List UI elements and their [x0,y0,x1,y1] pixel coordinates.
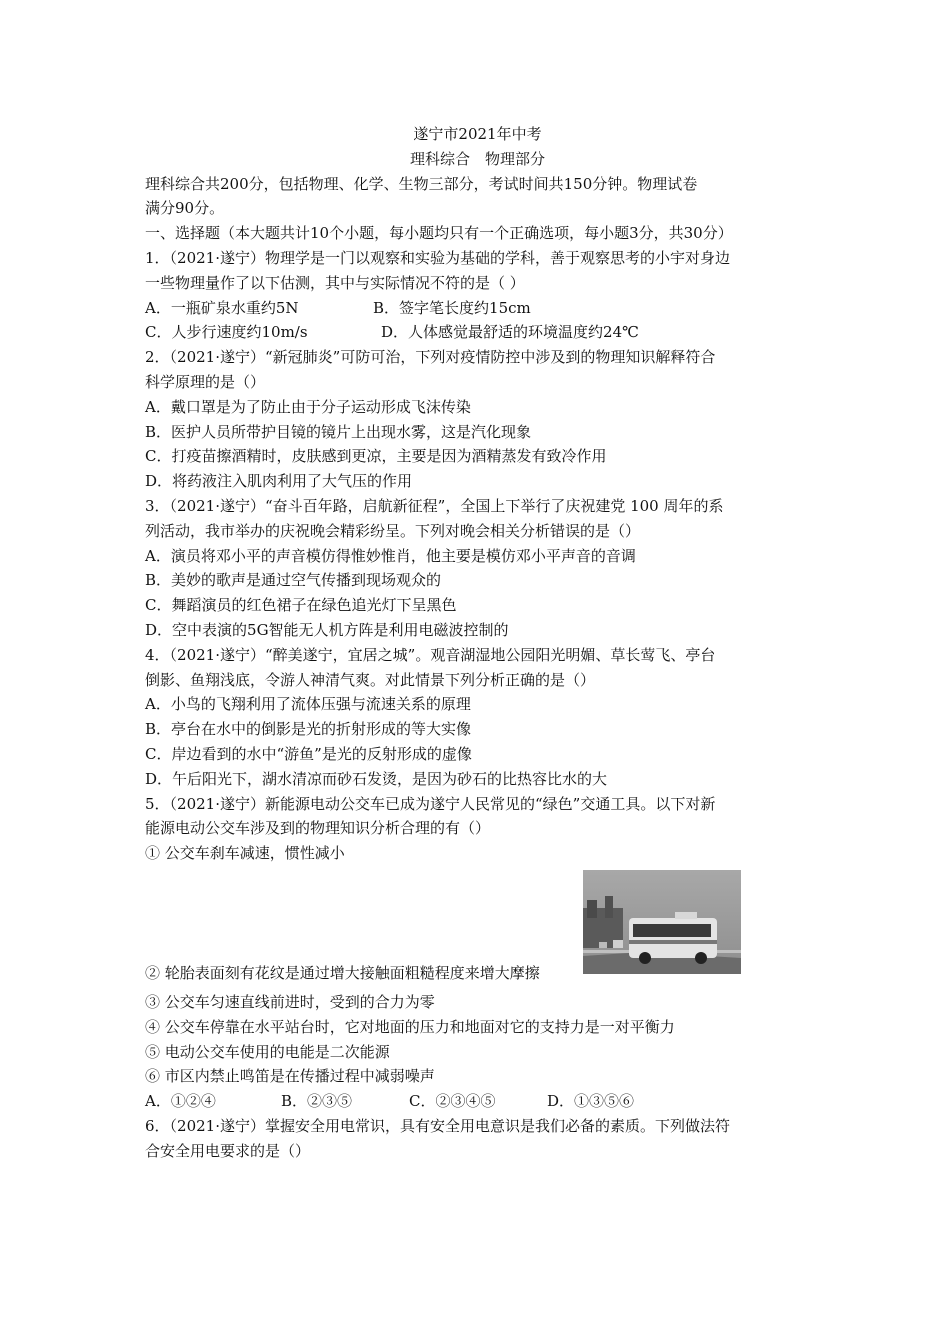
question-5-item-5: ⑤ 电动公交车使用的电能是二次能源 [145,1042,390,1061]
exam-subtitle: 理科综合 物理部分 [409,149,545,168]
question-2-option-d: D．将药液注入肌肉利用了大气压的作用 [145,472,413,491]
question-2-stem: 2．（2021·遂宁）“新冠肺炎”可防可治，下列对疫情防控中涉及到的物理知识解释符合 [145,348,716,367]
question-2-stem-cont: 科学原理的是（） [145,372,266,391]
question-1-option-a: A．一瓶矿泉水重约5N [145,298,299,317]
question-5-option-c: C．②③④⑤ [409,1092,496,1111]
question-1-options-row-2 [145,320,810,345]
question-1-stem-cont: 一些物理量作了以下估测，其中与实际情况不符的是（ ） [145,273,525,292]
question-4-option-d: D．午后阳光下，湖水清凉而砂石发烫，是因为砂石的比热容比水的大 [145,769,608,788]
question-2-option-c: C．打疫苗擦酒精时，皮肤感到更凉，主要是因为酒精蒸发有致冷作用 [145,447,607,466]
question-2-option-b: B．医护人员所带护目镜的镜片上出现水雾，这是汽化现象 [145,422,532,441]
question-5-item-4: ④ 公交车停靠在水平站台时，它对地面的压力和地面对它的支持力是一对平衡力 [145,1017,675,1036]
question-5-option-b: B．②③⑤ [281,1092,353,1111]
question-3-option-d: D．空中表演的5G智能无人机方阵是利用电磁波控制的 [145,620,509,639]
question-5-stem-cont: 能源电动公交车涉及到的物理知识分析合理的有（） [145,819,491,838]
question-3-option-b: B．美妙的歌声是通过空气传播到现场观众的 [145,571,442,590]
question-3-stem: 3．（2021·遂宁）“奋斗百年路，启航新征程”，全国上下举行了庆祝建党 100 周年的系 [145,496,724,515]
question-5-options-row [145,1089,810,1114]
exam-title: 遂宁市2021年中考 [413,125,542,143]
question-1-options-row-1 [145,296,810,321]
question-3-option-a: A．演员将邓小平的声音模仿得惟妙惟肖，他主要是模仿邓小平声音的音调 [145,546,636,565]
bus-illustration [583,870,741,974]
section-heading: 一、选择题（本大题共计10个小题，每小题均只有一个正确选项，每小题3分，共30分） [145,224,733,243]
question-4-option-b: B．亭台在水中的倒影是光的折射形成的等大实像 [145,720,472,739]
question-4-stem-cont: 倒影、鱼翔浅底，令游人神清气爽。对此情景下列分析正确的是（） [145,670,596,689]
question-4-option-c: C．岸边看到的水中“游鱼”是光的反射形成的虚像 [145,744,472,763]
question-2-option-a: A．戴口罩是为了防止由于分子运动形成飞沫传染 [145,397,471,416]
question-5-item-1: ① 公交车刹车减速，惯性减小 [145,844,345,863]
question-5-option-d: D．①③⑤⑥ [547,1092,635,1111]
question-4-stem: 4．（2021·遂宁）“醉美遂宁，宜居之城”。观音湖湿地公园阳光明媚、草长莺飞、亭台 [145,645,716,664]
bus-photo [583,870,741,974]
question-1-option-b: B．签字笔长度约15cm [373,298,531,317]
question-6-stem: 6．（2021·遂宁）掌握安全用电常识，具有安全用电意识是我们必备的素质。下列做法符 [145,1116,730,1135]
intro-line-2: 满分90分。 [145,199,225,218]
question-5-option-a: A．①②④ [145,1092,216,1111]
question-1-stem: 1．（2021·遂宁）物理学是一门以观察和实验为基础的学科，善于观察思考的小宇对身边 [145,248,730,267]
question-5-photo-row [145,866,810,986]
intro-line-1: 理科综合共200分，包括物理、化学、生物三部分，考试时间共150分钟。物理试卷 [145,174,698,193]
question-3-option-c: C．舞蹈演员的红色裙子在绿色追光灯下呈黑色 [145,596,457,615]
question-1-option-d: D．人体感觉最舒适的环境温度约24℃ [381,323,639,342]
question-4-option-a: A．小鸟的飞翔利用了流体压强与流速关系的原理 [145,695,471,714]
exam-page [145,122,810,1163]
question-3-stem-cont: 列活动，我市举办的庆祝晚会精彩纷呈。下列对晚会相关分析错误的是（） [145,521,641,540]
question-1-option-c: C．人步行速度约10m/s [145,323,308,342]
question-5-item-6: ⑥ 市区内禁止鸣笛是在传播过程中减弱噪声 [145,1067,435,1086]
question-5-stem: 5．（2021·遂宁）新能源电动公交车已成为遂宁人民常见的“绿色”交通工具。以下对新 [145,794,716,813]
question-5-item-3: ③ 公交车匀速直线前进时，受到的合力为零 [145,992,435,1011]
question-5-item-2: ② 轮胎表面刻有花纹是通过增大接触面粗糙程度来增大摩擦 [145,964,540,983]
question-6-stem-cont: 合安全用电要求的是（） [145,1141,311,1160]
